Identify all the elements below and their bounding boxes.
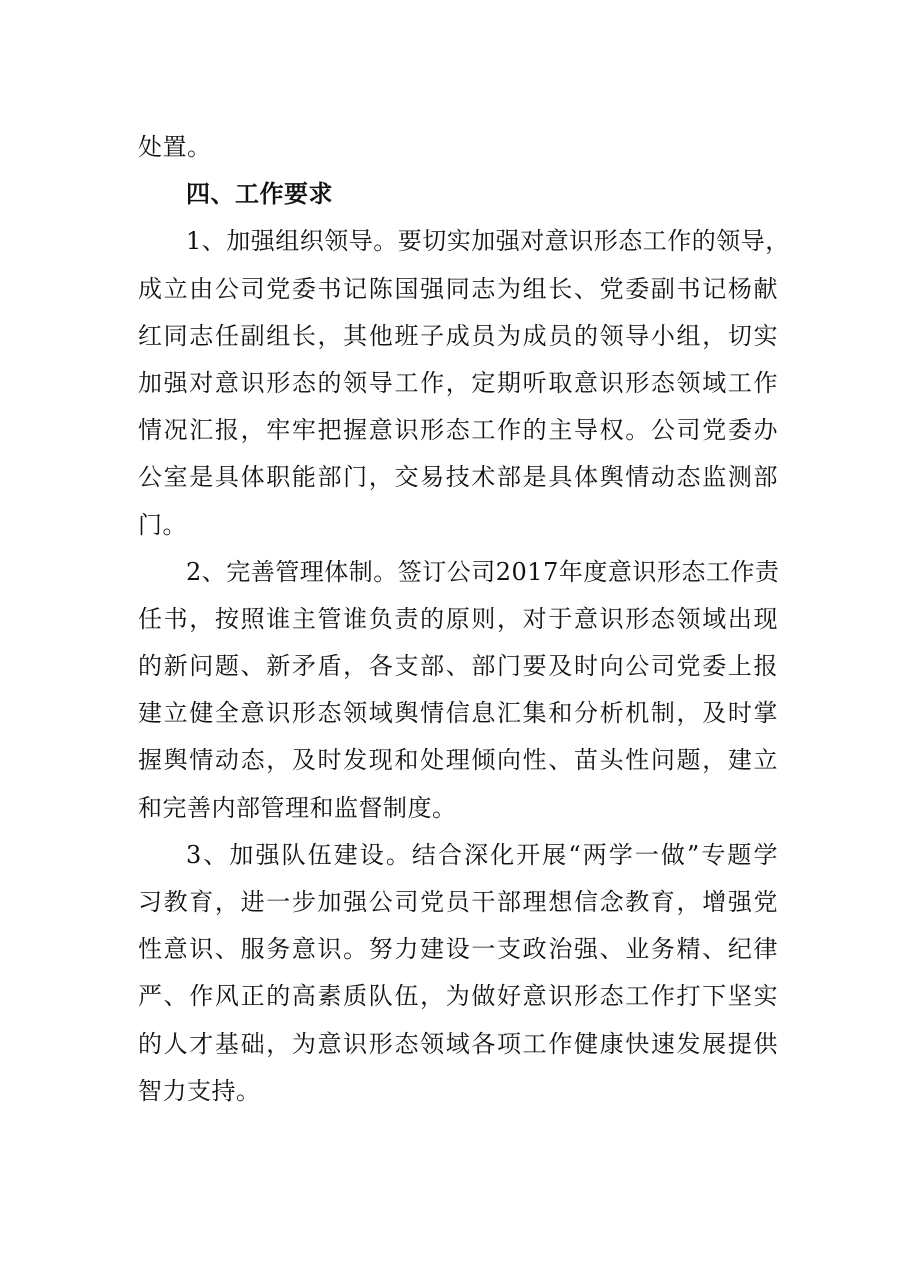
paragraph-line: 智力支持。 (138, 1076, 261, 1105)
paragraph-line: 门。 (138, 510, 187, 539)
paragraph-line: 红同志任副组长，其他班子成员为成员的领导小组，切实 (138, 321, 778, 350)
paragraph-line: 情况汇报，牢牢把握意识形态工作的主导权。公司党委办 (138, 416, 778, 445)
document-body (138, 124, 790, 1115)
paragraph-line: 公室是具体职能部门，交易技术部是具体舆情动态监测部 (138, 463, 778, 492)
paragraph-line: 性意识、服务意识。努力建设一支政治强、业务精、纪律 (138, 935, 778, 964)
paragraph-line: 严、作风正的高素质队伍，为做好意识形态工作打下坚实 (138, 982, 778, 1011)
paragraph-line: 加强对意识形态的领导工作，定期听取意识形态领域工作 (138, 368, 778, 397)
paragraph-2 (138, 549, 778, 832)
paragraph-line: 握舆情动态，及时发现和处理倾向性、苗头性问题，建立 (138, 746, 778, 775)
paragraph-3 (138, 832, 778, 1115)
paragraph-line: 成立由公司党委书记陈国强同志为组长、党委副书记杨献 (138, 274, 778, 303)
paragraph-line: 2、完善管理体制。签订公司2017年度意识形态工作责 (186, 557, 780, 586)
paragraph-line: 建立健全意识形态领域舆情信息汇集和分析机制，及时掌 (138, 699, 778, 728)
section-heading: 四、工作要求 (186, 180, 333, 209)
paragraph-line: 的人才基础，为意识形态领域各项工作健康快速发展提供 (138, 1029, 778, 1058)
paragraph-line: 和完善内部管理和监督制度。 (138, 793, 457, 822)
paragraph-1 (138, 218, 790, 548)
continuation-line: 处置。 (138, 133, 212, 161)
paragraph-line: 3、加强队伍建设。结合深化开展“两学一做”专题学 (186, 840, 778, 869)
paragraph-line: 1、加强组织领导。要切实加强对意识形态工作的领导， (186, 227, 790, 256)
paragraph-line: 的新问题、新矛盾，各支部、部门要及时向公司党委上报 (138, 652, 778, 681)
paragraph-line: 习教育，进一步加强公司党员干部理想信念教育，增强党 (138, 888, 778, 916)
paragraph-line: 任书，按照谁主管谁负责的原则，对于意识形态领域出现 (138, 604, 778, 633)
